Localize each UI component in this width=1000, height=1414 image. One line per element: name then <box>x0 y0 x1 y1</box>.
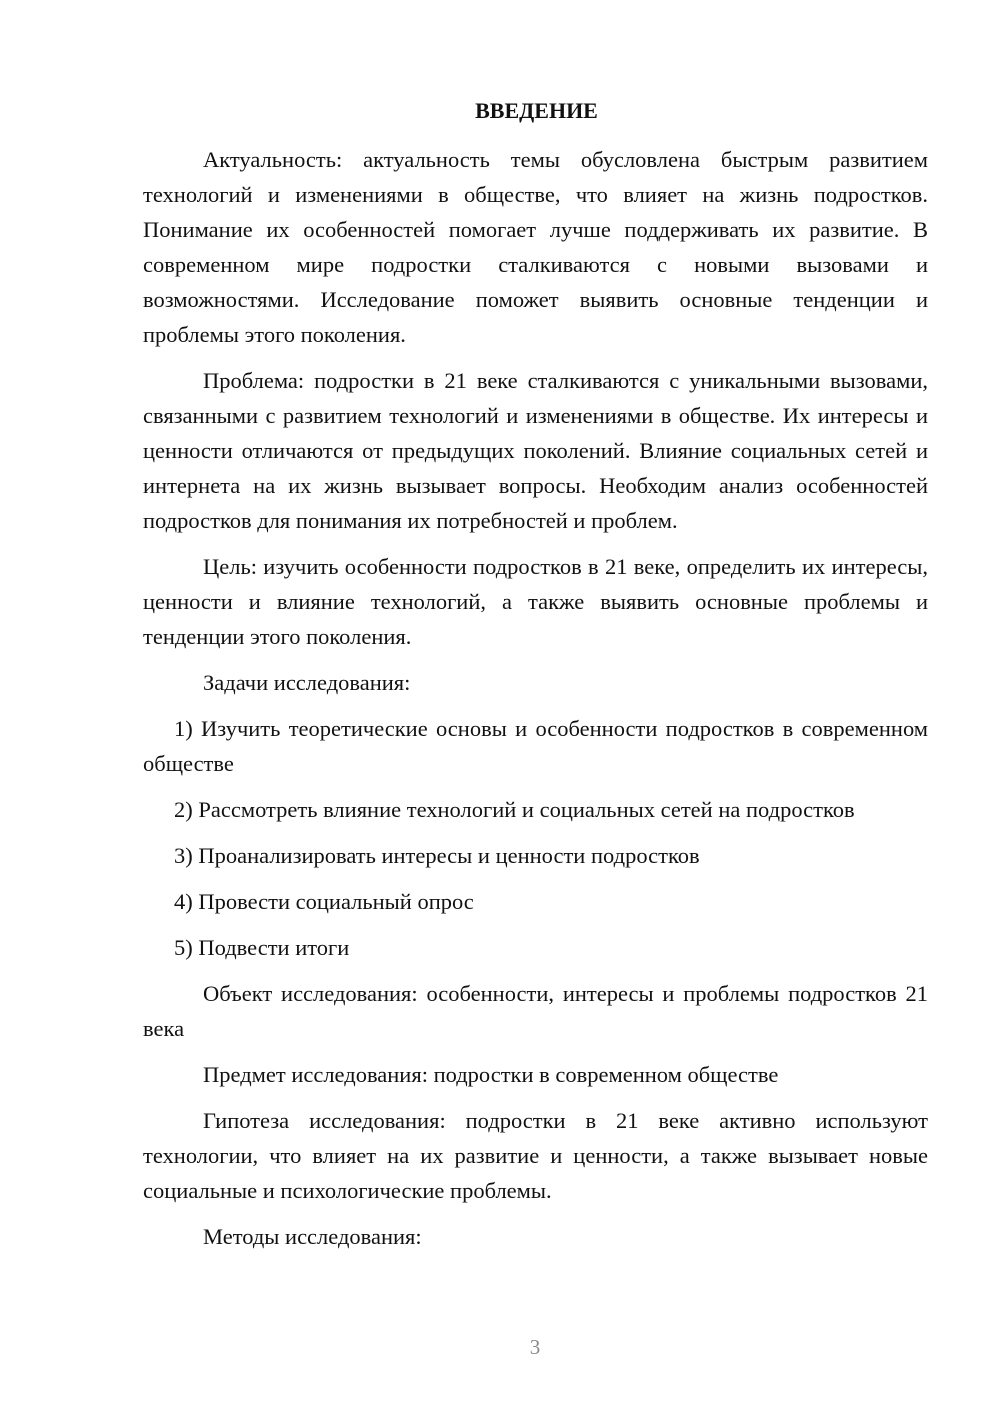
paragraph-hypothesis: Гипотеза исследования: подростки в 21 веке активно используют технологии, что влияет на их развитие и ценности, а также вызывает новые социальные и психологические проблемы. <box>143 1108 928 1203</box>
section-title: ВВЕДЕНИЕ <box>475 98 598 123</box>
document-body <box>143 93 928 1265</box>
task-item-5: 5) Подвести итоги <box>174 935 350 960</box>
paragraph-object: Объект исследования: особенности, интересы и проблемы подростков 21 века <box>143 981 928 1041</box>
methods-heading: Методы исследования: <box>203 1224 422 1249</box>
task-item-4: 4) Провести социальный опрос <box>174 889 474 914</box>
tasks-heading: Задачи исследования: <box>203 670 411 695</box>
paragraph-problem: Проблема: подростки в 21 веке сталкиваются с уникальными вызовами, связанными с развитием технологий и изменениями в обществе. Их интересы и ценности отличаются от предыдущих поколений. Влияние социальных сетей и интернета на их жизнь вызывает вопросы. Необходим анализ особенностей подростков для понимания их потребностей и проблем. <box>143 368 928 533</box>
task-item-3: 3) Проанализировать интересы и ценности подростков <box>174 843 700 868</box>
page-number: 3 <box>529 1335 541 1359</box>
paragraph-goal: Цель: изучить особенности подростков в 21 веке, определить их интересы, ценности и влияние технологий, а также выявить основные проблемы и тенденции этого поколения. <box>143 554 928 649</box>
task-item-2: 2) Рассмотреть влияние технологий и социальных сетей на подростков <box>174 797 855 822</box>
task-item-1: 1) Изучить теоретические основы и особенности подростков в современном обществе <box>143 716 928 776</box>
paragraph-relevance: Актуальность: актуальность темы обусловлена быстрым развитием технологий и изменениями в обществе, что влияет на жизнь подростков. Понимание их особенностей помогает лучше поддерживать их развитие. В современном мире подростки сталкиваются с новыми вызовами и возможностями. Исследование поможет выявить основные тенденции и проблемы этого поколения. <box>143 147 928 347</box>
paragraph-subject: Предмет исследования: подростки в современном обществе <box>203 1062 779 1087</box>
